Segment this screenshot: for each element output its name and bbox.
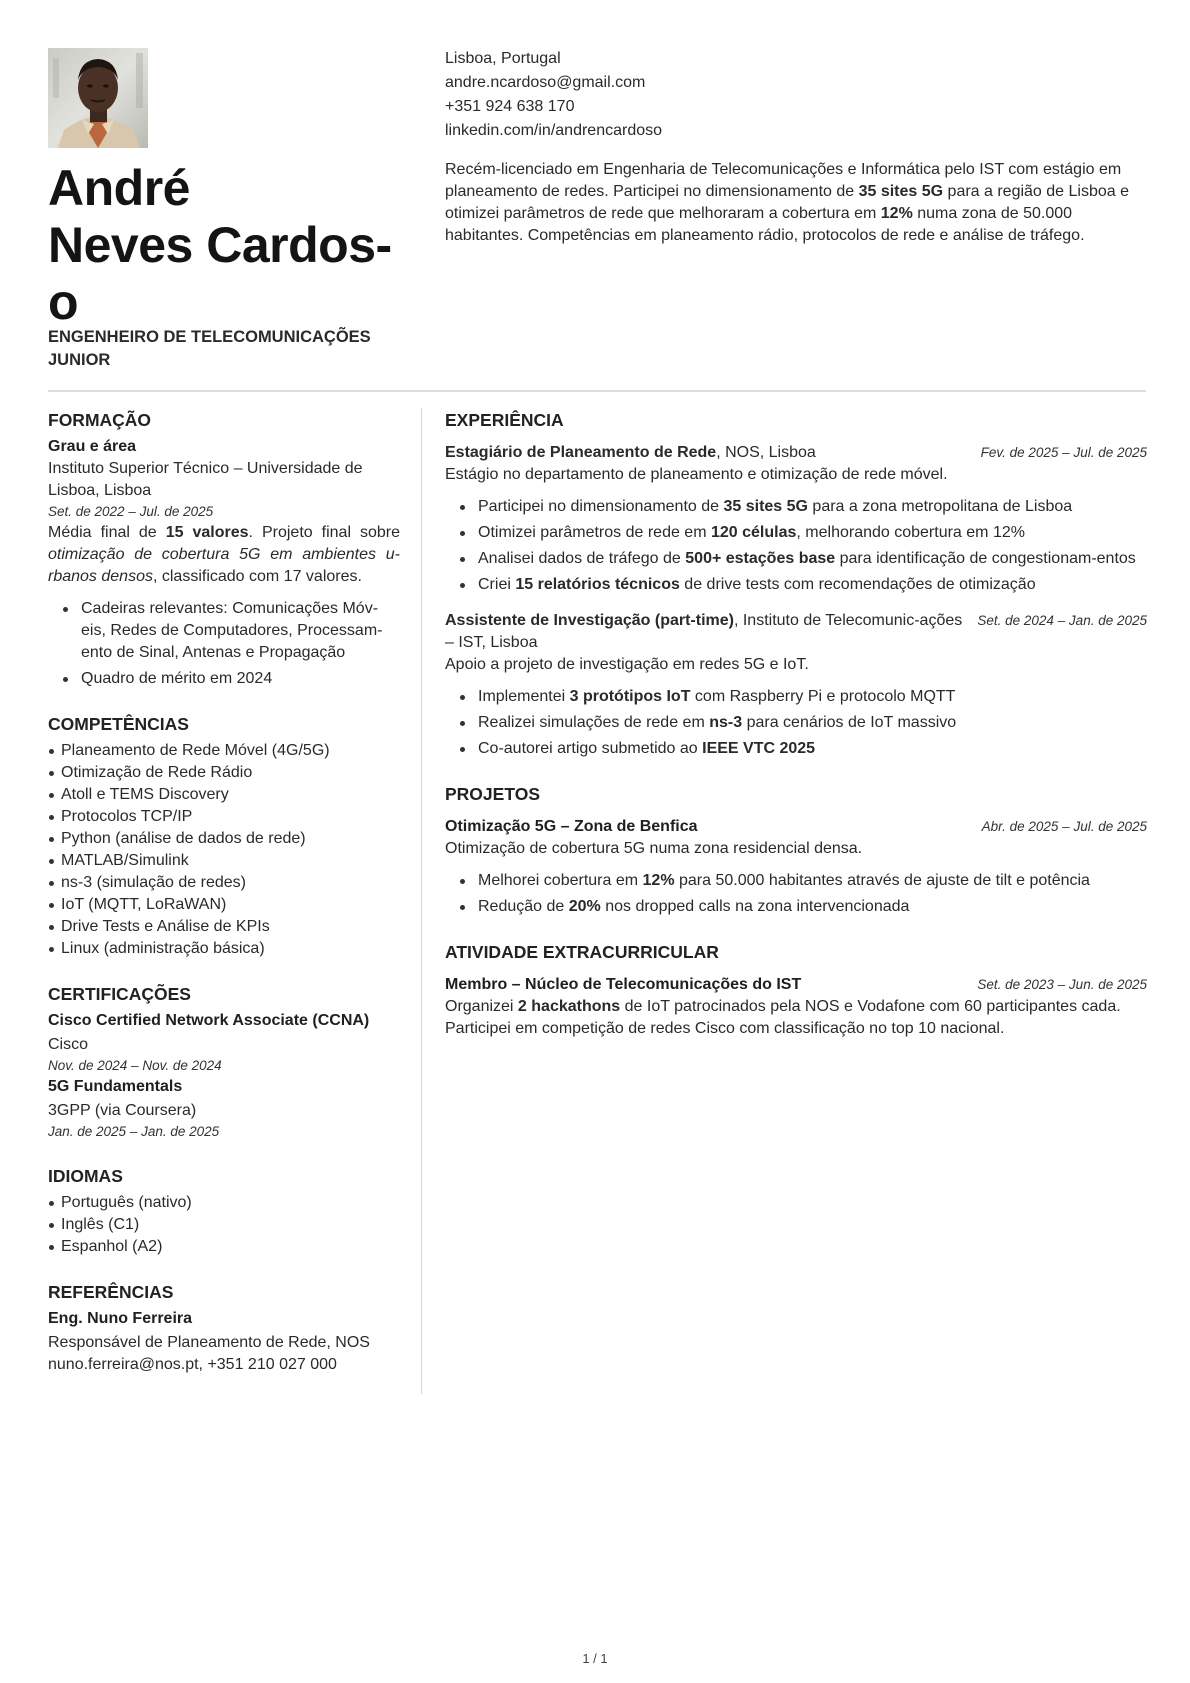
certification-item [48,1076,400,1142]
certification-name: Cisco Certified Network Associate (CCNA) [48,1012,370,1029]
list-item: Analisei dados de tráfego de 500+ estações base para identificação de congestionam-entos [445,548,1147,570]
skill-item: ns-3 (simulação de redes) [48,872,400,894]
activity-description: Organizei 2 hackathons de IoT patrocinados pela NOS e Vodafone com 60 participantes cada. Participei em competição de redes Cisco com classificação no top 10 nacional. [445,998,1121,1037]
activity-date: Set. de 2023 – Jun. de 2025 [977,977,1147,992]
section-title: COMPETÊNCIAS [48,714,189,734]
skill-item: Drive Tests e Análise de KPIs [48,916,400,938]
extracurricular-entry [445,974,1147,1040]
skill-item: Linux (administração básica) [48,938,400,960]
section-title: IDIOMAS [48,1166,123,1186]
project-name: Otimização 5G – Zona de Benfica [445,818,698,835]
name-line-1: André [48,160,190,216]
name-line-2: Neves Cardos- [48,217,392,273]
job-bullets [445,496,1147,596]
job-org: , NOS, Lisboa [716,444,816,461]
skill-item: Planeamento de Rede Móvel (4G/5G) [48,740,400,762]
list-item: Participei no dimensionamento de 35 sites 5G para a zona metropolitana de Lisboa [445,496,1147,518]
contact-linkedin[interactable]: linkedin.com/in/andrencardoso [445,122,663,139]
institution: Instituto Superior Técnico – Universidade de Lisboa, Lisboa [48,460,363,499]
activity-name: Membro – Núcleo de Telecomunicações do IST [445,976,802,993]
education-description: Média final de 15 valores. Projeto final sobre otimização de cobertura 5G em ambientes u-rbanos densos, classificado com 17 valores. [48,524,401,585]
contact-location: Lisboa, Portugal [445,50,561,67]
education-date: Set. de 2022 – Jul. de 2025 [48,504,214,519]
section-title: ATIVIDADE EXTRACURRICULAR [445,942,719,962]
list-item: Co-autorei artigo submetido ao IEEE VTC 2025 [445,738,1147,760]
list-item: Cadeiras relevantes: Comunicações Móv-eis, Redes de Computadores, Processam-ento de Sinal, Antenas e Propagação [48,598,400,664]
job-org: , Instituto de Telecomunic-ações – IST, Lisboa [445,612,963,651]
job-title: ENGENHEIRO DE TELECOMUNICAÇÕES JUNIOR [48,328,371,369]
entry-header [445,974,1147,996]
right-column [445,408,1147,1062]
skill-item: Otimização de Rede Rádio [48,762,400,784]
degree: Grau e área [48,438,137,455]
languages-list [48,1192,400,1258]
references-section [48,1280,400,1376]
header-divider [48,390,1146,392]
skill-item: Protocolos TCP/IP [48,806,400,828]
reference-contact: nuno.ferreira@nos.pt, +351 210 027 000 [48,1356,337,1373]
contact-email[interactable]: andre.ncardoso@gmail.com [445,74,646,91]
list-item: Otimizei parâmetros de rede em 120 células, melhorando cobertura em 12% [445,522,1147,544]
entry-header [445,816,1147,838]
education-bullets [48,598,400,690]
project-entry [445,816,1147,918]
job-role: Assistente de Investigação (part-time) [445,612,734,629]
experience-section [445,408,1147,760]
skills-list [48,740,400,960]
job-date: Fev. de 2025 – Jul. de 2025 [980,445,1147,460]
left-column [48,408,400,1398]
name-line-3: o [48,274,79,330]
language-item: Espanhol (A2) [48,1236,400,1258]
section-title: REFERÊNCIAS [48,1282,174,1302]
section-title: FORMAÇÃO [48,410,152,430]
section-title: PROJETOS [445,784,540,804]
job-date: Set. de 2024 – Jan. de 2025 [977,613,1147,628]
section-title: EXPERIÊNCIA [445,410,564,430]
project-bullets [445,870,1147,918]
job-role: Estagiário de Planeamento de Rede [445,444,717,461]
extracurricular-section [445,940,1147,1040]
list-item: Criei 15 relatórios técnicos de drive tests com recomendações de otimização [445,574,1147,596]
profile-photo [48,48,148,148]
project-date: Abr. de 2025 – Jul. de 2025 [981,819,1147,834]
professional-summary: Recém-licenciado em Engenharia de Telecomunicações e Informática pelo IST com estágio em planeamento de redes. Participei no dimensionamento de 35 sites 5G para a região de Lisboa e otimizei parâmetros de rede que melhoraram a cobertura em 12% numa zona de 50.000 habitantes. Competências em planeamento rádio, protocolos de rede e análise de tráfego. [445,161,1130,244]
job-description: Estágio no departamento de planeamento e otimização de rede móvel. [445,466,948,483]
project-description: Otimização de cobertura 5G numa zona residencial densa. [445,840,863,857]
list-item: Redução de 20% nos dropped calls na zona intervencionada [445,896,1147,918]
certification-issuer: Cisco [48,1036,89,1053]
job-description: Apoio a projeto de investigação em redes 5G e IoT. [445,656,809,673]
certifications-section [48,982,400,1142]
skill-item: MATLAB/Simulink [48,850,400,872]
list-item: Melhorei cobertura em 12% para 50.000 habitantes através de ajuste de tilt e potência [445,870,1147,892]
languages-section [48,1164,400,1258]
entry-header [445,442,1147,464]
column-divider [421,408,422,1394]
projects-section [445,782,1147,918]
person-photo-icon [48,48,148,148]
reference-name: Eng. Nuno Ferreira [48,1310,193,1327]
candidate-name [48,160,408,331]
language-item: Inglês (C1) [48,1214,400,1236]
contact-info [445,47,1145,143]
skill-item: Python (análise de dados de rede) [48,828,400,850]
list-item: Implementei 3 protótipos IoT com Raspberry Pi e protocolo MQTT [445,686,1147,708]
skill-item: Atoll e TEMS Discovery [48,784,400,806]
experience-entry [445,610,1147,760]
list-item: Quadro de mérito em 2024 [48,668,400,690]
language-item: Português (nativo) [48,1192,400,1214]
reference-position: Responsável de Planeamento de Rede, NOS [48,1334,370,1351]
certification-date: Nov. de 2024 – Nov. de 2024 [48,1058,222,1073]
contact-phone[interactable]: +351 924 638 170 [445,98,575,115]
skills-section [48,712,400,960]
entry-header [445,610,1147,654]
skill-item: IoT (MQTT, LoRaWAN) [48,894,400,916]
page-number: 1 / 1 [582,1651,608,1666]
experience-entry [445,442,1147,596]
certification-item [48,1010,400,1076]
certification-date: Jan. de 2025 – Jan. de 2025 [48,1124,220,1139]
list-item: Realizei simulações de rede em ns-3 para cenários de IoT massivo [445,712,1147,734]
education-section [48,408,400,690]
job-bullets [445,686,1147,760]
certification-issuer: 3GPP (via Coursera) [48,1102,197,1119]
certification-name: 5G Fundamentals [48,1078,183,1095]
section-title: CERTIFICAÇÕES [48,984,191,1004]
